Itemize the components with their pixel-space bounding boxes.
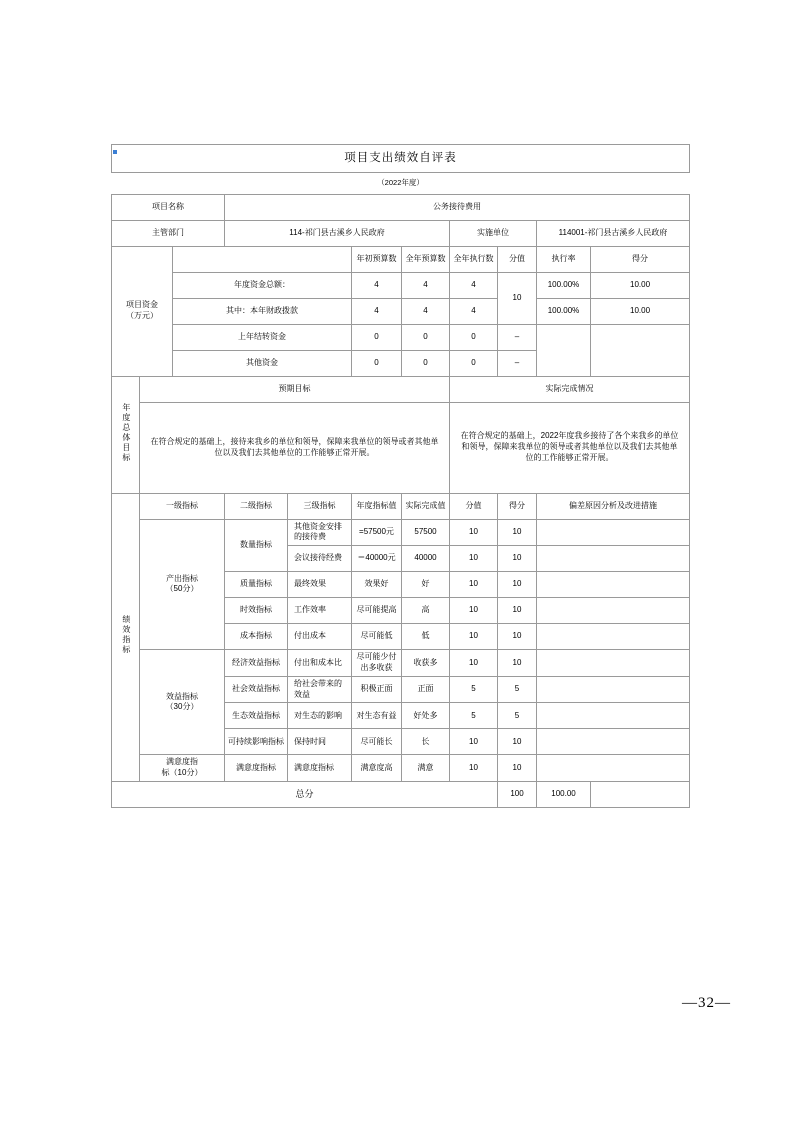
target-value: 尽可能长 (352, 729, 402, 755)
funds-rate-cell: 100.00% (537, 272, 591, 298)
actual-value: 满意 (402, 755, 450, 782)
table-row (112, 519, 690, 546)
perf-header-1: 二级指标 (225, 493, 288, 519)
funds-label-line1: 项目资金 (126, 300, 158, 310)
level1-line2: 标（10分） (161, 768, 203, 778)
annual-goal-header-row (112, 376, 690, 402)
level1-output-label (140, 519, 225, 650)
level3-label: 满意度指标 (288, 755, 352, 782)
funds-row-0 (112, 272, 690, 298)
level1-satisfaction-label (140, 755, 225, 782)
perf-header-3: 年度指标值 (352, 493, 402, 519)
score-value: 10 (450, 572, 498, 598)
perf-header-7: 偏差原因分析及改进措施 (537, 493, 690, 519)
got-value: 10 (498, 519, 537, 546)
got-value: 10 (498, 546, 537, 572)
funds-cell: 4 (352, 272, 402, 298)
funds-row-name: 上年结转资金 (173, 324, 352, 350)
subtitle-row (112, 172, 690, 194)
project-name-value: 公务接待费用 (225, 194, 690, 220)
got-value: 10 (498, 729, 537, 755)
score-value: 10 (450, 519, 498, 546)
target-value: 满意度高 (352, 755, 402, 782)
performance-header-row (112, 493, 690, 519)
funds-cell: 4 (402, 298, 450, 324)
actual-value: 长 (402, 729, 450, 755)
actual-result-header: 实际完成情况 (450, 376, 690, 402)
page-title: 项目支出绩效自评表 (112, 145, 690, 173)
total-row (112, 782, 690, 808)
dept-value: 114-祁门县古溪乡人民政府 (225, 220, 450, 246)
level3-label: 其他资金安排的接待费 (288, 519, 352, 546)
funds-row-1 (112, 298, 690, 324)
actual-result-text: 在符合规定的基础上，2022年度我乡接待了各个来我乡的单位和领导，保障来我单位的领导或者其他单位以及我们去其他单位的工作能够正常开展。 (450, 402, 690, 493)
perf-header-5: 分值 (450, 493, 498, 519)
note-value (537, 650, 690, 677)
level1-line2: （30分） (165, 702, 199, 712)
note-value (537, 546, 690, 572)
level3-label: 会议接待经费 (288, 546, 352, 572)
funds-got-cell: 10.00 (591, 272, 690, 298)
funds-cell: 0 (402, 324, 450, 350)
target-value: 尽可能低 (352, 624, 402, 650)
level2-label: 成本指标 (225, 624, 288, 650)
actual-value: 收获多 (402, 650, 450, 677)
funds-header-2: 全年执行数 (450, 246, 498, 272)
got-value: 10 (498, 650, 537, 677)
funds-got-cell (591, 324, 690, 376)
level2-label: 生态效益指标 (225, 703, 288, 729)
actual-value: 正面 (402, 676, 450, 703)
funds-blank-corner (173, 246, 352, 272)
note-value (537, 729, 690, 755)
funds-rate-cell: 100.00% (537, 298, 591, 324)
table-row (112, 755, 690, 782)
funds-row-name: 其中：本年财政拨款 (173, 298, 352, 324)
funds-rate-cell (537, 324, 591, 376)
score-value: 10 (450, 650, 498, 677)
level3-label: 对生态的影响 (288, 703, 352, 729)
funds-cell: 0 (450, 350, 498, 376)
level2-label: 满意度指标 (225, 755, 288, 782)
funds-score-cell: – (498, 324, 537, 350)
level2-label: 社会效益指标 (225, 676, 288, 703)
funds-header-5: 得分 (591, 246, 690, 272)
funds-cell: 4 (352, 298, 402, 324)
score-value: 10 (450, 598, 498, 624)
got-value: 10 (498, 755, 537, 782)
table-row (112, 650, 690, 677)
got-value: 10 (498, 598, 537, 624)
actual-value: 40000 (402, 546, 450, 572)
level3-label: 付出成本 (288, 624, 352, 650)
funds-label (112, 246, 173, 376)
level2-label: 经济效益指标 (225, 650, 288, 677)
expected-goal-text: 在符合规定的基础上，接待来我乡的单位和领导，保障来我单位的领导或者其他单位以及我们去其他单位的工作能够正常开展。 (140, 402, 450, 493)
funds-header-3: 分值 (498, 246, 537, 272)
perf-header-0: 一级指标 (140, 493, 225, 519)
level3-label: 工作效率 (288, 598, 352, 624)
note-value (537, 624, 690, 650)
note-value (537, 676, 690, 703)
performance-side-label: 绩效指标 (112, 493, 140, 781)
funds-header-row (112, 246, 690, 272)
score-value: 10 (450, 755, 498, 782)
level3-label: 付出和成本比 (288, 650, 352, 677)
target-value: 尽可能少付出多收获 (352, 650, 402, 677)
target-value: 尽可能提高 (352, 598, 402, 624)
target-value: 积极正面 (352, 676, 402, 703)
funds-row-2 (112, 324, 690, 350)
funds-got-cell: 10.00 (591, 298, 690, 324)
project-name-row (112, 194, 690, 220)
level2-label: 数量指标 (225, 519, 288, 572)
unit-value: 114001-祁门县古溪乡人民政府 (537, 220, 690, 246)
funds-cell: 4 (450, 298, 498, 324)
actual-value: 好 (402, 572, 450, 598)
project-name-label: 项目名称 (112, 194, 225, 220)
performance-self-evaluation-form (111, 144, 689, 808)
page-subtitle: （2022年度） (112, 172, 690, 194)
funds-label-line2: （万元） (126, 311, 158, 321)
funds-row-name: 年度资金总额： (173, 272, 352, 298)
score-value: 5 (450, 703, 498, 729)
actual-value: 好处多 (402, 703, 450, 729)
actual-value: 57500 (402, 519, 450, 546)
funds-header-0: 年初预算数 (352, 246, 402, 272)
got-value: 10 (498, 624, 537, 650)
target-value: 效果好 (352, 572, 402, 598)
annual-goal-side-label: 年度总体目标 (112, 376, 140, 493)
total-score: 100 (498, 782, 537, 808)
main-table (111, 144, 690, 808)
level1-line1: 效益指标 (166, 691, 198, 701)
note-value (537, 598, 690, 624)
total-got: 100.00 (537, 782, 591, 808)
level1-line2: （50分） (165, 584, 199, 594)
funds-row-name: 其他资金 (173, 350, 352, 376)
title-row (112, 145, 690, 173)
funds-cell: 0 (352, 324, 402, 350)
funds-score-cell: – (498, 350, 537, 376)
target-value: =57500元 (352, 519, 402, 546)
level2-label: 时效指标 (225, 598, 288, 624)
level1-benefit-label (140, 650, 225, 755)
actual-value: 低 (402, 624, 450, 650)
perf-header-2: 三级指标 (288, 493, 352, 519)
department-row (112, 220, 690, 246)
level3-label: 给社会带来的效益 (288, 676, 352, 703)
score-value: 5 (450, 676, 498, 703)
score-value: 10 (450, 624, 498, 650)
funds-header-4: 执行率 (537, 246, 591, 272)
perf-header-4: 实际完成值 (402, 493, 450, 519)
level2-label: 质量指标 (225, 572, 288, 598)
score-value: 10 (450, 729, 498, 755)
funds-score-cell: 10 (498, 272, 537, 324)
perf-header-6: 得分 (498, 493, 537, 519)
target-value: ＝40000元 (352, 546, 402, 572)
level3-label: 保持时间 (288, 729, 352, 755)
got-value: 10 (498, 572, 537, 598)
unit-label: 实施单位 (450, 220, 537, 246)
got-value: 5 (498, 676, 537, 703)
note-value (537, 519, 690, 546)
funds-cell: 4 (450, 272, 498, 298)
dept-label: 主管部门 (112, 220, 225, 246)
target-value: 对生态有益 (352, 703, 402, 729)
level3-label: 最终效果 (288, 572, 352, 598)
expected-goal-header: 预期目标 (140, 376, 450, 402)
got-value: 5 (498, 703, 537, 729)
total-note (591, 782, 690, 808)
annual-goal-text-row (112, 402, 690, 493)
funds-cell: 4 (402, 272, 450, 298)
actual-value: 高 (402, 598, 450, 624)
funds-header-1: 全年预算数 (402, 246, 450, 272)
page-number: —32— (682, 995, 731, 1011)
level2-label: 可持续影响指标 (225, 729, 288, 755)
level1-line1: 产出指标 (166, 573, 198, 583)
level1-line1: 满意度指 (166, 757, 198, 767)
funds-cell: 0 (352, 350, 402, 376)
funds-cell: 0 (450, 324, 498, 350)
note-value (537, 572, 690, 598)
funds-cell: 0 (402, 350, 450, 376)
note-value (537, 703, 690, 729)
score-value: 10 (450, 546, 498, 572)
note-value (537, 755, 690, 782)
total-label: 总分 (112, 782, 498, 808)
